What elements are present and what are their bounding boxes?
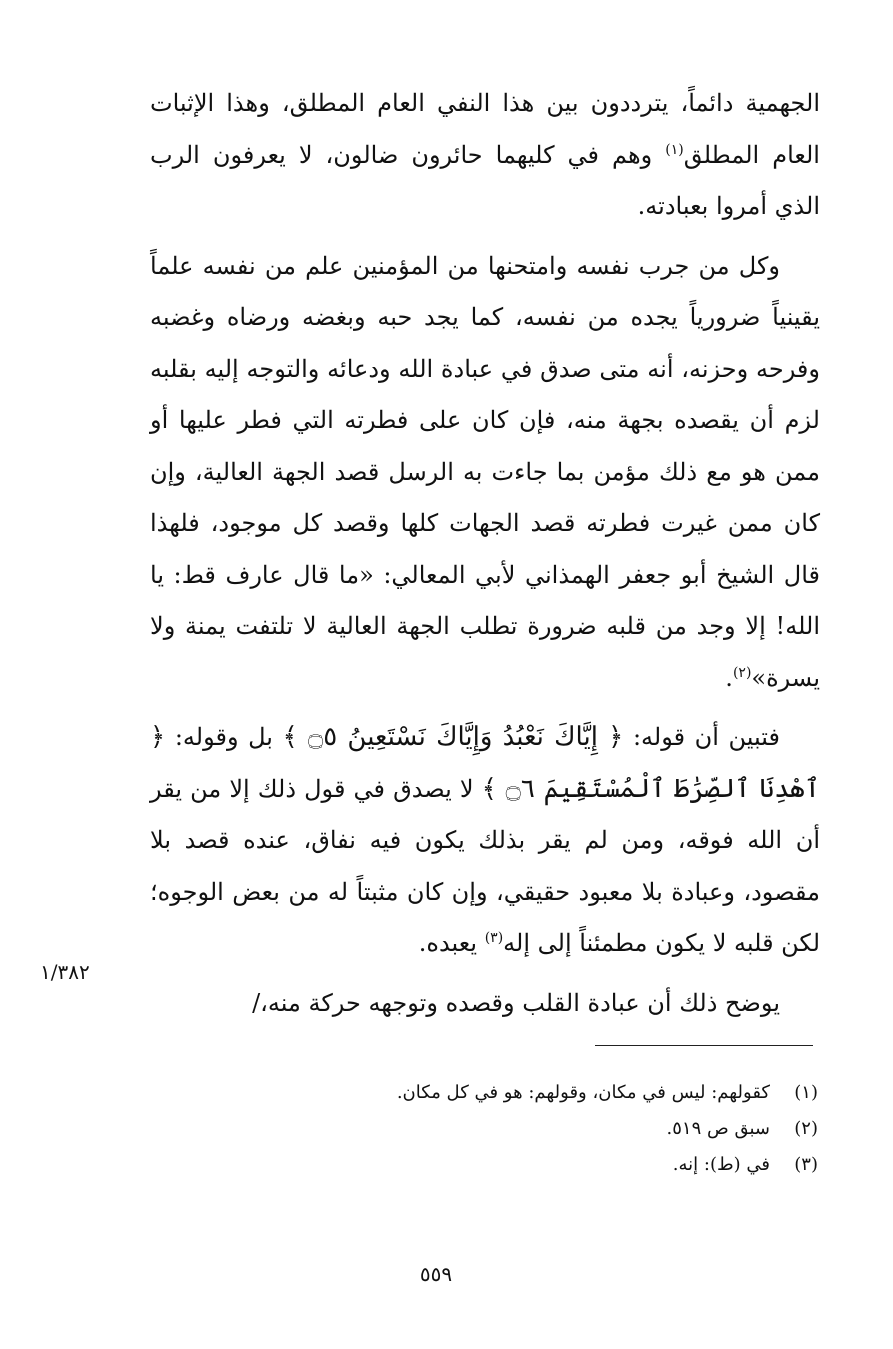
p2-text: وكل من جرب نفسه وامتحنها من المؤمنين علم من نفسه علماً يقينياً ضرورياً يجده من نفسه، كما يجد حبه وبغضه ورضاه وغضبه وفرحه وحزنه، أنه متى صدق في عبادة الله ودعائه والتوجه إليه بقلبه لزم أن يقصده بجهة منه، فإن كان على فطرته التي فطر عليها أو ممن هو مع ذلك مؤمن بما جاءت به الرسل قصد الجهة العالية، وإن كان ممن غيرت فطرته قصد الجهات كلها وقصد كل موجود، فلهذا قال الشيخ أبو جعفر الهمذاني لأبي المعالي: «ما قال عارف قط: يا الله! إلا وجد من قلبه ضرورة تطلب الجهة العالية لا تلتفت يمنة ولا يسرة» xyxy=(150,251,820,692)
paragraph-2 xyxy=(150,241,820,705)
footnote-number: (٢) xyxy=(794,1118,818,1139)
paragraph-1 xyxy=(150,78,820,233)
footnote-ref-1: (١) xyxy=(665,141,684,158)
page-number: ٥٥٩ xyxy=(419,1262,453,1286)
footnote-item xyxy=(300,1075,818,1111)
footnote-number: (٣) xyxy=(794,1154,818,1175)
p1-line2b: وهم في كليهما حائرون ضالون، xyxy=(325,140,653,169)
margin-reference: ١/٣٨٢ xyxy=(40,960,90,984)
footnote-divider xyxy=(595,1045,813,1046)
p3-text-a: فتبين أن قوله: xyxy=(632,723,781,751)
quran-verse-2: ﴿ ٱهْدِنَا ٱلصِّرَٰطَ ٱلْمُسْتَقِيمَ ۝٦ ﴾ xyxy=(150,722,821,804)
p3-text-b: بل وقوله: xyxy=(174,723,273,751)
p1-line2a: الإثبات العام المطلق xyxy=(150,89,820,169)
p2-end: . xyxy=(725,663,733,692)
footnotes xyxy=(300,1075,818,1183)
p1-line1: الجهمية دائماً، يترددون بين هذا النفي العام المطلق، وهذا xyxy=(226,89,820,117)
main-text xyxy=(150,78,820,1029)
footnote-text: في (ط): إنه. xyxy=(672,1154,770,1175)
footnote-text: سبق ص ٥١٩. xyxy=(666,1118,770,1139)
p3-text-d: يعبده. xyxy=(418,929,478,957)
p4-text: يوضح ذلك أن عبادة القلب وقصده وتوجهه حركة منه،/ xyxy=(252,988,780,1017)
footnote-item xyxy=(300,1147,818,1183)
footnote-ref-3: (٣) xyxy=(484,930,504,946)
quran-verse-1: ﴿ إِيَّاكَ نَعْبُدُ وَإِيَّاكَ نَسْتَعِينُ ۝٥ ﴾ xyxy=(282,722,624,752)
p1-line3: لا يعرفون الرب الذي أمروا بعبادته. xyxy=(150,140,820,220)
footnote-item xyxy=(300,1111,818,1147)
footnote-number: (١) xyxy=(794,1082,818,1103)
footnote-text: كقولهم: ليس في مكان، وقولهم: هو في كل مكان. xyxy=(396,1082,770,1103)
footnote-ref-2: (٢) xyxy=(732,664,752,681)
paragraph-3 xyxy=(150,712,820,970)
p3-text-c: لا يصدق في قول ذلك إلا من يقر أن الله فوقه، ومن لم يقر بذلك يكون فيه نفاق، عنده قصد بلا مقصود، وعبادة بلا معبود حقيقي، وإن كان مثبتاً له من بعض الوجوه؛ لكن قلبه لا يكون مطمئناً إلى إله xyxy=(150,774,820,957)
paragraph-4 xyxy=(150,978,820,1030)
